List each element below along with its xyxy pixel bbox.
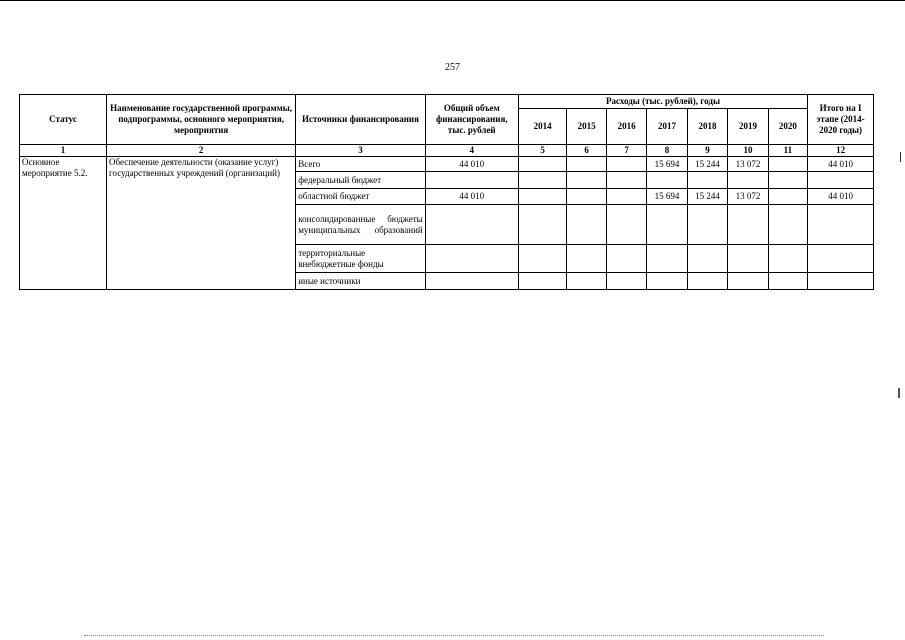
total-cell	[425, 205, 518, 245]
header-year: 2017	[647, 109, 687, 145]
year-cell	[606, 172, 646, 189]
header-year: 2018	[687, 109, 727, 145]
header-year: 2019	[728, 109, 768, 145]
stage-total-cell: 44 010	[808, 189, 874, 205]
year-cell	[768, 189, 807, 205]
header-stage-total: Итого на I этапе (2014-2020 годы)	[808, 95, 874, 145]
year-cell: 15 244	[687, 189, 727, 205]
year-cell	[567, 189, 606, 205]
header-year: 2014	[518, 109, 567, 145]
header-program-name: Наименование государственной программы, подпрограммы, основного мероприятия, мероприятия	[107, 95, 296, 145]
total-cell	[425, 273, 518, 290]
year-cell	[518, 157, 567, 172]
year-cell: 13 072	[728, 189, 768, 205]
year-cell	[518, 189, 567, 205]
year-cell: 13 072	[728, 157, 768, 172]
year-cell: 15 244	[687, 157, 727, 172]
year-cell	[687, 273, 727, 290]
year-cell	[768, 172, 807, 189]
column-number: 4	[425, 145, 518, 157]
year-cell	[687, 205, 727, 245]
year-cell	[606, 205, 646, 245]
stage-total-cell	[808, 205, 874, 245]
year-cell	[687, 172, 727, 189]
source-cell: консолидированные бюджеты муниципальных образований	[296, 205, 426, 245]
top-border-line	[0, 0, 905, 1]
stage-total-cell	[808, 273, 874, 290]
source-cell: Всего	[296, 157, 426, 172]
year-cell	[728, 172, 768, 189]
source-cell: областной бюджет	[296, 189, 426, 205]
year-cell	[567, 157, 606, 172]
header-expenses-group: Расходы (тыс. рублей), годы	[518, 95, 807, 109]
year-cell	[518, 273, 567, 290]
page-number: 257	[445, 62, 460, 73]
source-cell: территориальные внебюджетные фонды	[296, 245, 426, 273]
stage-total-cell	[808, 172, 874, 189]
year-cell	[567, 172, 606, 189]
year-cell	[606, 245, 646, 273]
header-year: 2020	[768, 109, 807, 145]
scan-edge-mark	[898, 388, 900, 398]
year-cell	[518, 245, 567, 273]
source-cell: федеральный бюджет	[296, 172, 426, 189]
year-cell	[567, 273, 606, 290]
scan-bottom-artifact	[84, 635, 824, 638]
header-total-volume: Общий объем финансирования, тыс. рублей	[425, 95, 518, 145]
total-cell: 44 010	[425, 157, 518, 172]
year-cell: 15 694	[647, 157, 687, 172]
year-cell	[768, 157, 807, 172]
total-cell	[425, 245, 518, 273]
header-status: Статус	[20, 95, 107, 145]
total-cell: 44 010	[425, 189, 518, 205]
year-cell	[567, 245, 606, 273]
total-cell	[425, 172, 518, 189]
year-cell	[768, 205, 807, 245]
year-cell	[606, 273, 646, 290]
year-cell	[647, 273, 687, 290]
funding-table	[19, 94, 874, 290]
header-year: 2016	[606, 109, 646, 145]
column-number: 12	[808, 145, 874, 157]
year-cell: 15 694	[647, 189, 687, 205]
source-cell: иные источники	[296, 273, 426, 290]
row-status: Основное мероприятие 5.2.	[20, 157, 107, 290]
year-cell	[647, 172, 687, 189]
year-cell	[728, 205, 768, 245]
year-cell	[518, 205, 567, 245]
column-number: 5	[518, 145, 567, 157]
column-number-row	[20, 145, 874, 157]
column-number: 8	[647, 145, 687, 157]
header-row-top	[20, 95, 874, 109]
year-cell	[567, 205, 606, 245]
year-cell	[768, 245, 807, 273]
column-number: 6	[567, 145, 606, 157]
table-row	[20, 157, 874, 172]
scan-edge-mark	[900, 152, 901, 162]
year-cell	[768, 273, 807, 290]
year-cell	[687, 245, 727, 273]
year-cell	[728, 245, 768, 273]
header-sources: Источники финансирования	[296, 95, 426, 145]
column-number: 10	[728, 145, 768, 157]
stage-total-cell: 44 010	[808, 157, 874, 172]
year-cell	[647, 245, 687, 273]
column-number: 3	[296, 145, 426, 157]
row-program-name: Обеспечение деятельности (оказание услуг) государственных учреждений (организаций)	[107, 157, 296, 290]
column-number: 11	[768, 145, 807, 157]
column-number: 9	[687, 145, 727, 157]
year-cell	[518, 172, 567, 189]
header-year: 2015	[567, 109, 606, 145]
column-number: 1	[20, 145, 107, 157]
year-cell	[728, 273, 768, 290]
column-number: 7	[606, 145, 646, 157]
column-number: 2	[107, 145, 296, 157]
year-cell	[606, 189, 646, 205]
year-cell	[606, 157, 646, 172]
year-cell	[647, 205, 687, 245]
stage-total-cell	[808, 245, 874, 273]
